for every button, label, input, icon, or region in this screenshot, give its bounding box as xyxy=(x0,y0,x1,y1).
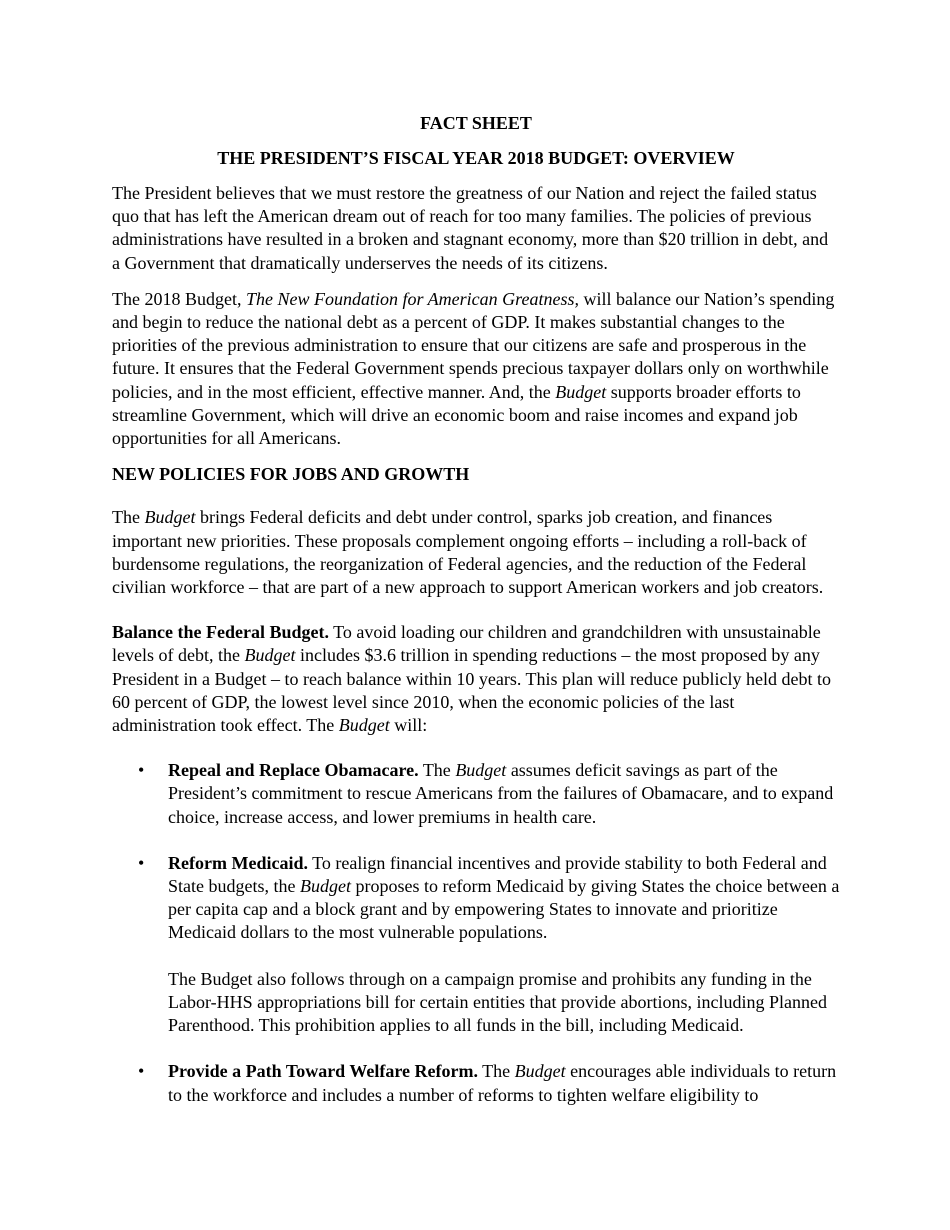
balance-text-c: will: xyxy=(389,715,428,736)
balance-text-a: To avoid loading our children and grandchildren with unsustainable levels of debt, the xyxy=(112,622,821,666)
bullet-item-medicaid xyxy=(112,852,840,1037)
budget-italic: Budget xyxy=(514,1061,566,1082)
intro-p2-text-a: The 2018 Budget, xyxy=(112,288,246,309)
budget-italic: Budget xyxy=(244,645,296,666)
bullet-icon: • xyxy=(138,760,145,781)
balance-text-b: includes $3.6 trillion in spending reductions – the most proposed by any President in a Budget – to reach balance within 10 years. This plan will reduce publicly held debt to 60 percent of GDP, the lowest level since 2010, when the economic policies of the last administration took effect. The xyxy=(112,645,831,736)
bullet-icon: • xyxy=(138,852,145,873)
bullet-lead: Provide a Path Toward Welfare Reform. xyxy=(168,1061,478,1082)
balance-paragraph xyxy=(112,621,840,737)
bullet-sub-paragraph: The Budget also follows through on a campaign promise and prohibits any funding in the Labor-HHS appropriations bill for certain entities that provide abortions, including Planned Parenthood. This prohibition applies to all funds in the bill, including Medicaid. xyxy=(168,968,827,1036)
page-subtitle: THE PRESIDENT’S FISCAL YEAR 2018 BUDGET: OVERVIEW xyxy=(217,148,735,168)
intro-p2-text-c: supports broader efforts to streamline Government, which will drive an economic boom and raise incomes and expand job opportunities for all Americans. xyxy=(112,381,801,449)
bullet-text-b: assumes deficit savings as part of the President’s commitment to rescue Americans from the failures of Obamacare, and to expand choice, increase access, and lower premiums in health care. xyxy=(168,760,834,827)
budget-italic: Budget xyxy=(455,760,507,781)
section-p1-text-b: brings Federal deficits and debt under control, sparks job creation, and finances important new priorities. These proposals complement ongoing efforts – including a roll-back of burdensome regulations, the reorganization of Federal agencies, and the reduction of the Federal civilian workforce – that are part of a new approach to support American workers and job creators. xyxy=(112,507,824,598)
bullet-lead: Reform Medicaid. xyxy=(168,852,308,873)
budget-italic: Budget xyxy=(299,876,351,897)
bullet-icon: • xyxy=(138,1061,145,1082)
bullet-text-a: The xyxy=(418,760,456,781)
section-paragraph xyxy=(112,506,840,599)
budget-italic: Budget xyxy=(338,715,390,736)
bullet-text-a: To realign financial incentives and provide stability to both Federal and State budgets, the xyxy=(168,852,827,897)
document-page xyxy=(112,112,840,1130)
budget-italic: Budget xyxy=(555,381,607,402)
intro-paragraph-2 xyxy=(112,288,840,450)
page-title: FACT SHEET xyxy=(420,113,532,133)
section-p1-text-a: The xyxy=(112,507,145,528)
intro-paragraph-1: The President believes that we must restore the greatness of our Nation and reject the failed status quo that has left the American dream out of reach for too many families. The policies of previous administrations have resulted in a broken and stagnant economy, more than $20 trillion in debt, and a Government that dramatically underserves the needs of its citizens. xyxy=(112,183,829,273)
bullet-text-b: proposes to reform Medicaid by giving States the choice between a per capita cap and a block grant and by empowering States to innovate and prioritize Medicaid dollars to the most vulnerable populations. xyxy=(168,876,840,943)
section-heading: NEW POLICIES FOR JOBS AND GROWTH xyxy=(112,464,470,485)
budget-title-italic: The New Foundation for American Greatness, xyxy=(245,288,579,309)
balance-lead: Balance the Federal Budget. xyxy=(112,622,329,643)
budget-italic: Budget xyxy=(144,507,196,528)
bullet-item-obamacare xyxy=(112,759,840,829)
bullet-list xyxy=(112,759,840,1106)
bullet-lead: Repeal and Replace Obamacare. xyxy=(168,760,419,781)
intro-p2-text-b: will balance our Nation’s spending and begin to reduce the national debt as a percent of GDP. It makes substantial changes to the priorities of the previous administration to ensure that our citizens are safe and prosperous in the future. It ensures that the Federal Government spends precious taxpayer dollars only on worthwhile policies, and in the most efficient, effective manner. And, the xyxy=(112,288,835,402)
bullet-item-welfare xyxy=(112,1060,840,1106)
bullet-text-a: The xyxy=(477,1061,515,1082)
bullet-text-b: encourages able individuals to return to the workforce and includes a number of reforms to tighten welfare eligibility to xyxy=(168,1061,837,1105)
